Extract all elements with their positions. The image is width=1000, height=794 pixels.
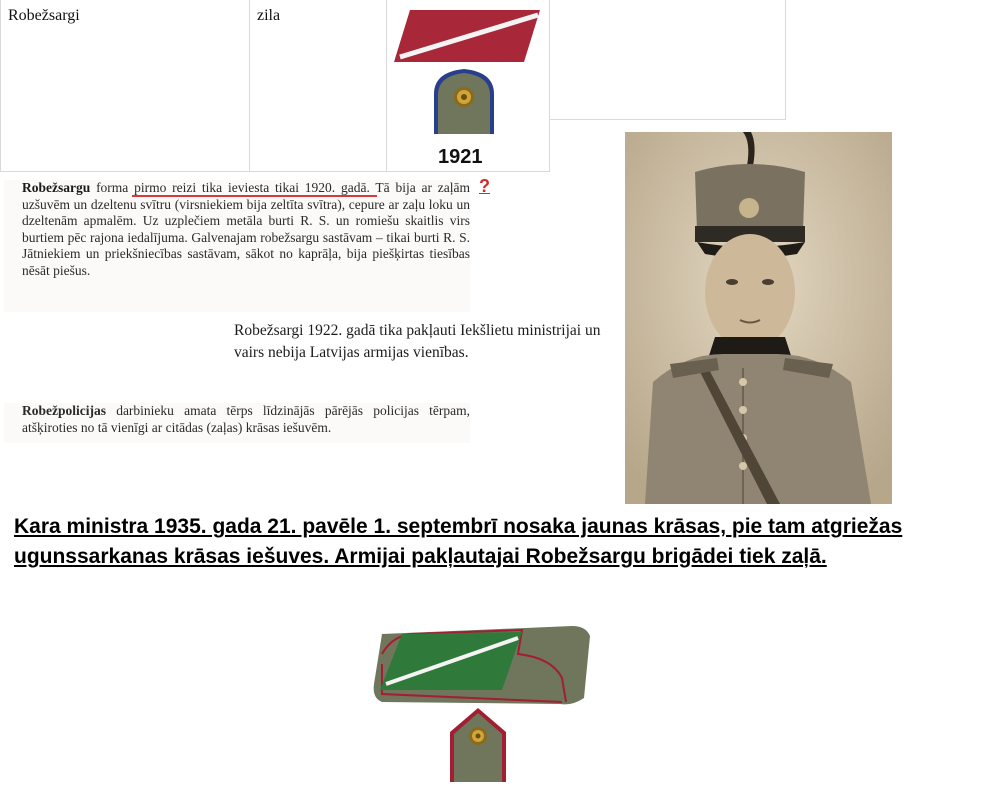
paragraph3-body: darbinieku amata tērps līdzinājās pārējās policijas tērpam, atšķiroties no tā vienīgi ar citādas (zaļas) krāsas iešuvēm. [22, 403, 471, 435]
blue-shoulder-board-image [430, 66, 498, 136]
color-name: zila [257, 7, 281, 24]
paragraph-lead-word: Robežsargu [22, 180, 91, 195]
border-guard-portrait-photo [625, 132, 892, 504]
table-cell-empty [550, 0, 786, 120]
red-underline-mark [132, 195, 377, 197]
order-1935-headline: Kara ministra 1935. gada 21. pavēle 1. septembrī nosaka jaunas krāsas, pie tam atgriežas ugunssarkanas krāsas iešuves. Armijai pakļautajai Robežsargu brigādei tiek zaļā. [14, 515, 903, 568]
question-mark-annotation: ? [479, 176, 490, 196]
red-piped-shoulder-board-image [448, 706, 508, 782]
uniform-history-paragraph [4, 180, 470, 312]
table-cell-color [250, 0, 387, 172]
subordination-note: Robežsargi 1922. gadā tika pakļauti Iekšlietu ministrijai un vairs nebija Latvijas armijas vienības. [234, 322, 601, 361]
unit-name: Robežsargi [8, 7, 80, 24]
year-label: 1921 [438, 146, 483, 168]
table-cell-unit [0, 0, 250, 172]
paragraph-body: forma pirmo reizi tika ieviesta tikai 1920. gadā. Tā bija ar zaļām uzšuvēm un dzeltenu svītru (virsniekiem bija zeltīta svītra), cepure ar zaļu loku un dzeltenām apmalēm. Uz uzplečiem metāla burti R. S. un romiešu skaitlis virs burtiem pēc rajona iedalījuma. Galvenajam robežsargu sastāvam – tikai burti R. S. Jātniekiem un priekšniecības sastāvam, sākot no kaprāļa, bija piešķirtas tiesības nēsāt piešus. [22, 180, 471, 278]
paragraph3-lead-word: Robežpolicijas [22, 403, 106, 418]
border-police-paragraph [4, 403, 470, 443]
green-collar-patch-image [372, 624, 592, 708]
red-collar-tab-image [392, 8, 542, 66]
